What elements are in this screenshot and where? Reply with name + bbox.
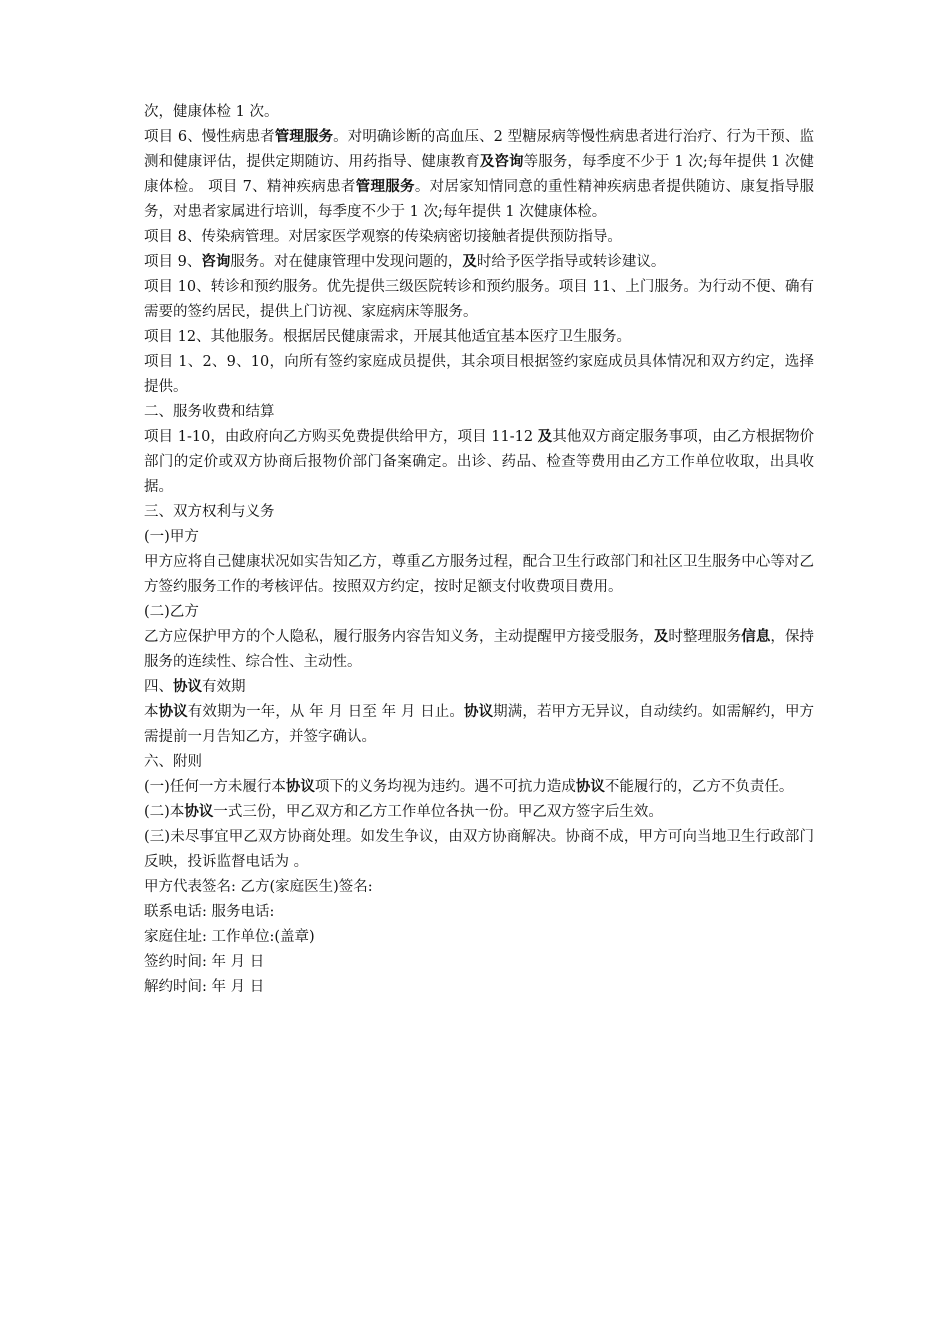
- paragraph-item-6-7: 项目 6、慢性病患者管理服务。对明确诊断的高血压、2 型糖尿病等慢性病患者进行治疗、行为干预、监测和健康评估，提供定期随访、用药指导、健康教育及咨询等服务，每季度不少于 1 次;每年提供 1 次健康体检。 项目 7、精神疾病患者管理服务。对居家知情同意的重性精神疾病患者提供随访、康复指导服务，对患者家属进行培训，每季度不少于 1 次;每年提供 1 次健康体检。: [144, 129, 815, 220]
- subheading-party-b: (二)乙方: [144, 604, 199, 620]
- paragraph-item-9: 项目 9、咨询服务。对在健康管理中发现问题的，及时给予医学指导或转诊建议。: [144, 254, 666, 270]
- paragraph-item-12: 项目 12、其他服务。根据居民健康需求，开展其他适宜基本医疗卫生服务。: [144, 329, 632, 345]
- paragraph-party-b: 乙方应保护甲方的个人隐私，履行服务内容告知义务，主动提醒甲方接受服务，及时整理服务信息，保持服务的连续性、综合性、主动性。: [144, 629, 815, 670]
- phone-line: 联系电话: 服务电话:: [144, 904, 275, 920]
- paragraph-party-a: 甲方应将自己健康状况如实告知乙方，尊重乙方服务过程，配合卫生行政部门和社区卫生服务中心等对乙方签约服务工作的考核评估。按照双方约定，按时足额支付收费项目费用。: [144, 554, 814, 595]
- paragraph-validity: 本协议有效期为一年，从 年 月 日至 年 月 日止。协议期满，若甲方无异议，自动续约。如需解约，甲方需提前一月告知乙方，并签字确认。: [144, 704, 815, 745]
- signature-line: 甲方代表签名: 乙方(家庭医生)签名:: [144, 879, 373, 895]
- paragraph-rule-1: (一)任何一方未履行本协议项下的义务均视为违约。遇不可抗力造成协议不能履行的，乙方不负责任。: [144, 779, 794, 795]
- section-heading-validity: 四、协议有效期: [144, 679, 246, 695]
- paragraph-rule-3: (三)未尽事宜甲乙双方协商处理。如发生争议，由双方协商解决。协商不成，甲方可向当地卫生行政部门反映，投诉监督电话为 。: [144, 829, 814, 870]
- paragraph-item-8: 项目 8、传染病管理。对居家医学观察的传染病密切接触者提供预防指导。: [144, 229, 622, 245]
- section-heading-rights: 三、双方权利与义务: [144, 504, 275, 520]
- section-heading-appendix: 六、附则: [144, 754, 202, 770]
- paragraph-rule-2: (二)本协议一式三份，甲乙双方和乙方工作单位各执一份。甲乙双方签字后生效。: [144, 804, 663, 820]
- section-heading-fees: 二、服务收费和结算: [144, 404, 275, 420]
- cancel-date-line: 解约时间: 年 月 日: [144, 979, 265, 995]
- paragraph-fees: 项目 1-10，由政府向乙方购买免费提供给甲方，项目 11-12 及其他双方商定服务事项，由乙方根据物价部门的定价或双方协商后报物价部门备案确定。出诊、药品、检查等费用由乙方工作单位收取，出具收据。: [144, 429, 815, 495]
- agreement-document: [144, 100, 814, 1000]
- paragraph-item-10-11: 项目 10、转诊和预约服务。优先提供三级医院转诊和预约服务。项目 11、上门服务。为行动不便、确有需要的签约居民，提供上门访视、家庭病床等服务。: [144, 279, 814, 320]
- address-line: 家庭住址: 工作单位:(盖章): [144, 929, 315, 945]
- paragraph-items-note: 项目 1、2、9、10，向所有签约家庭成员提供，其余项目根据签约家庭成员具体情况和双方约定，选择提供。: [144, 354, 814, 395]
- subheading-party-a: (一)甲方: [144, 529, 199, 545]
- paragraph-health-check: 次，健康体检 1 次。: [144, 104, 279, 120]
- sign-date-line: 签约时间: 年 月 日: [144, 954, 265, 970]
